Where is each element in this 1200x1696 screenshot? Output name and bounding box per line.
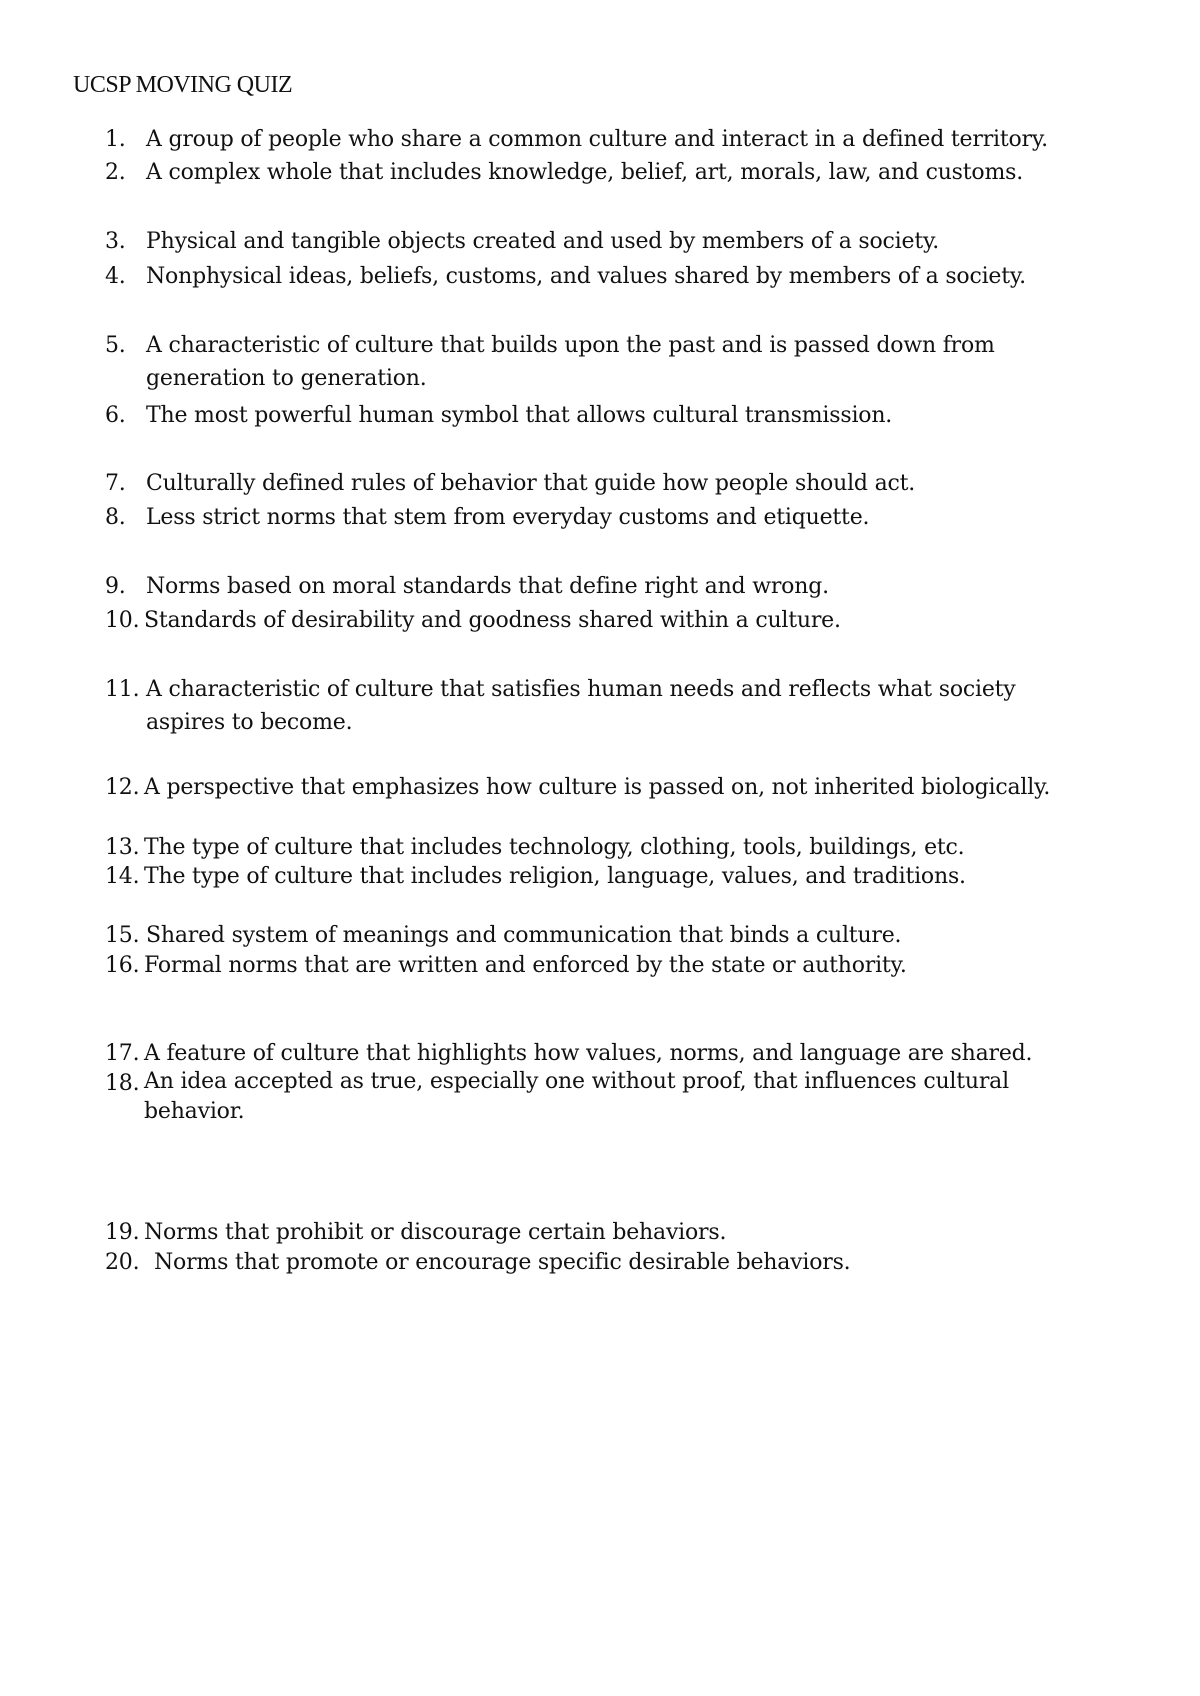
question-number: 4. — [105, 264, 126, 289]
question-text: A group of people who share a common culture and interact in a defined territory. — [146, 127, 1048, 152]
question-text: A characteristic of culture that builds upon the past and is passed down from generation to generation. — [146, 333, 995, 391]
question-number: 9. — [105, 574, 126, 599]
question-number: 5. — [105, 333, 126, 358]
question-text: Culturally defined rules of behavior that guide how people should act. — [146, 471, 916, 496]
question-number: 10. — [105, 608, 140, 633]
question-number: 1. — [105, 127, 126, 152]
question-number: 3. — [105, 229, 126, 254]
question-text: Standards of desirability and goodness shared within a culture. — [144, 608, 841, 633]
question-number: 8. — [105, 505, 126, 530]
question-number: 14. — [105, 864, 140, 889]
question-text: The type of culture that includes religion, language, values, and traditions. — [144, 864, 966, 889]
question-number: 20. — [105, 1250, 140, 1275]
question-text: A complex whole that includes knowledge, belief, art, morals, law, and customs. — [146, 160, 1024, 185]
question-text: Norms that prohibit or discourage certain behaviors. — [144, 1220, 727, 1245]
question-text: A perspective that emphasizes how culture is passed on, not inherited biologically. — [144, 775, 1051, 800]
question-text: Less strict norms that stem from everyday customs and etiquette. — [146, 505, 870, 530]
question-number: 18. — [105, 1071, 140, 1096]
question-text: An idea accepted as true, especially one without proof, that influences cultural behavior. — [144, 1069, 1009, 1124]
question-text: The type of culture that includes technology, clothing, tools, buildings, etc. — [144, 835, 965, 860]
question-number: 17. — [105, 1041, 140, 1066]
question-text: A feature of culture that highlights how values, norms, and language are shared. — [144, 1041, 1033, 1066]
question-text: Nonphysical ideas, beliefs, customs, and values shared by members of a society. — [146, 264, 1026, 289]
question-text: Norms based on moral standards that define right and wrong. — [146, 574, 829, 599]
question-text: A characteristic of culture that satisfies human needs and reflects what society aspires to become. — [146, 677, 1016, 735]
quiz-title: UCSP MOVING QUIZ — [73, 72, 293, 98]
question-number: 15. — [105, 923, 140, 948]
question-number: 6. — [105, 403, 126, 428]
question-number: 19. — [105, 1220, 140, 1245]
question-number: 7. — [105, 471, 126, 496]
question-number: 16. — [105, 953, 140, 978]
question-text: Shared system of meanings and communication that binds a culture. — [146, 923, 902, 948]
question-text: Physical and tangible objects created and used by members of a society. — [146, 229, 940, 254]
question-text: The most powerful human symbol that allows cultural transmission. — [146, 403, 893, 428]
question-number: 2. — [105, 160, 126, 185]
question-number: 11. — [105, 677, 140, 702]
question-text: Formal norms that are written and enforced by the state or authority. — [144, 953, 907, 978]
question-number: 13. — [105, 835, 140, 860]
question-number: 12. — [105, 775, 140, 800]
question-text: Norms that promote or encourage specific desirable behaviors. — [154, 1250, 851, 1275]
